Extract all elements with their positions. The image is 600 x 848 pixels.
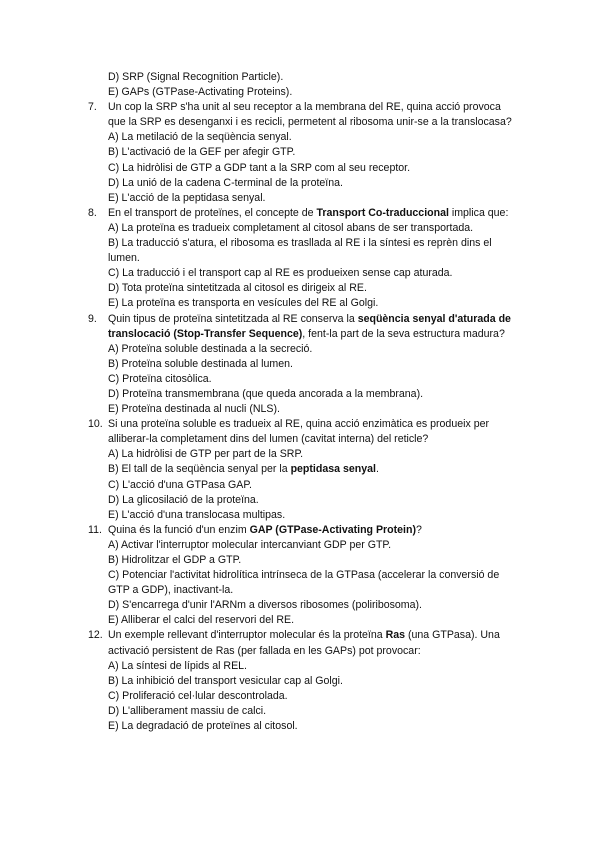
option: B) La traducció s'atura, el ribosoma es trasllada al RE i la síntesi es reprèn dins el lumen.	[108, 237, 492, 265]
option: A) Activar l'interruptor molecular intercanviant GDP per GTP.	[108, 538, 392, 551]
bold-term: peptidasa senyal	[290, 463, 376, 476]
option: E) La degradació de proteïnes al citosol.	[108, 720, 298, 733]
option: B) La inhibició del transport vesicular cap al Golgi.	[108, 674, 343, 687]
option: E) Alliberar el calci del reservori del RE.	[108, 614, 295, 627]
question-number: 8.	[88, 206, 97, 219]
question-text: 10. Si una proteïna soluble es tradueix al RE, quina acció enzimàtica es produeix per alliberar-la completament dins del lumen (cavitat interna) del reticle?	[88, 418, 490, 446]
option: B) L'activació de la GEF per afegir GTP.	[108, 146, 296, 159]
question-text: 8. En el transport de proteïnes, el concepte de Transport Co-traduccional implica que:	[88, 206, 520, 221]
option: E) La proteïna es transporta en vesícules del RE al Golgi.	[108, 297, 379, 310]
option: B) El tall de la seqüència senyal per la peptidasa senyal.	[108, 463, 379, 476]
option: D) Proteïna transmembrana (que queda ancorada a la membrana).	[108, 387, 424, 400]
option: D) La glicosilació de la proteïna.	[108, 493, 259, 506]
question-8	[88, 206, 520, 312]
question-list	[88, 70, 520, 734]
question-text: 7. Un cop la SRP s'ha unit al seu receptor a la membrana del RE, quina acció provoca que la SRP es desenganxi i es recicli, permetent al ribosoma unir-se a la translocasa?	[88, 101, 512, 129]
question-12	[88, 628, 520, 734]
option: D) La unió de la cadena C-terminal de la proteïna.	[108, 176, 343, 189]
question-number: 12.	[88, 629, 103, 642]
question-7	[88, 100, 520, 206]
option: E) L'acció d'una translocasa multipas.	[108, 508, 286, 521]
question-number: 9.	[88, 312, 97, 325]
bold-term: Ras	[385, 629, 406, 642]
option: D) L'alliberament massiu de calci.	[108, 704, 267, 717]
option: D) Tota proteïna sintetitzada al citosol es dirigeix al RE.	[108, 282, 367, 295]
option: D) S'encarrega d'unir l'ARNm a diversos ribosomes (poliribosoma).	[108, 599, 422, 612]
option: E) GAPs (GTPase-Activating Proteins).	[108, 86, 293, 99]
option: A) La metilació de la seqüència senyal.	[108, 131, 292, 144]
option: C) Proliferació cel·lular descontrolada.	[108, 689, 288, 702]
question-11	[88, 523, 520, 629]
option: A) La síntesi de lípids al REL.	[108, 659, 247, 672]
question-text: 12. Un exemple rellevant d'interruptor molecular és la proteïna Ras (una GTPasa). Una activació persistent de Ras (per fallada en les GAPs) pot provocar:	[88, 629, 500, 657]
option: B) Proteïna soluble destinada al lumen.	[108, 357, 293, 370]
question-text: 11. Quina és la funció d'un enzim GAP (GTPase-Activating Protein)?	[88, 523, 520, 538]
question-number: 11.	[88, 523, 102, 536]
question-10	[88, 417, 520, 523]
option: A) La proteïna es tradueix completament al citosol abans de ser transportada.	[108, 221, 474, 234]
option: B) Hidrolitzar el GDP a GTP.	[108, 554, 242, 566]
bold-term: Transport Co-traduccional	[316, 206, 449, 219]
question-number: 7.	[88, 101, 97, 114]
bold-term: seqüència senyal d'aturada de translocació (Stop-Transfer Sequence)	[108, 312, 511, 340]
question-text: 9. Quin tipus de proteïna sintetitzada al RE conserva la seqüència senyal d'aturada de translocació (Stop-Transfer Sequence), fent-la part de la seva estructura madura?	[88, 312, 511, 340]
option: A) La hidròlisi de GTP per part de la SRP.	[108, 448, 304, 461]
option: C) L'acció d'una GTPasa GAP.	[108, 478, 252, 491]
bold-term: GAP (GTPase-Activating Protein)	[249, 523, 416, 536]
option: C) La traducció i el transport cap al RE es produeixen sense cap aturada.	[108, 267, 453, 280]
option: C) Proteïna citosòlica.	[108, 372, 212, 385]
option: A) Proteïna soluble destinada a la secreció.	[108, 342, 313, 355]
previous-question-tail	[88, 70, 520, 100]
option: C) La hidròlisi de GTP a GDP tant a la SRP com al seu receptor.	[108, 161, 411, 174]
option: C) Potenciar l'activitat hidrolítica intrínseca de la GTPasa (accelerar la conversió de GTP a GDP), inactivant-la.	[108, 569, 500, 597]
question-number: 10.	[88, 418, 103, 431]
option: D) SRP (Signal Recognition Particle).	[108, 71, 284, 83]
option: E) L'acció de la peptidasa senyal.	[108, 191, 266, 204]
question-9	[88, 312, 520, 418]
option: E) Proteïna destinada al nucli (NLS).	[108, 403, 280, 416]
